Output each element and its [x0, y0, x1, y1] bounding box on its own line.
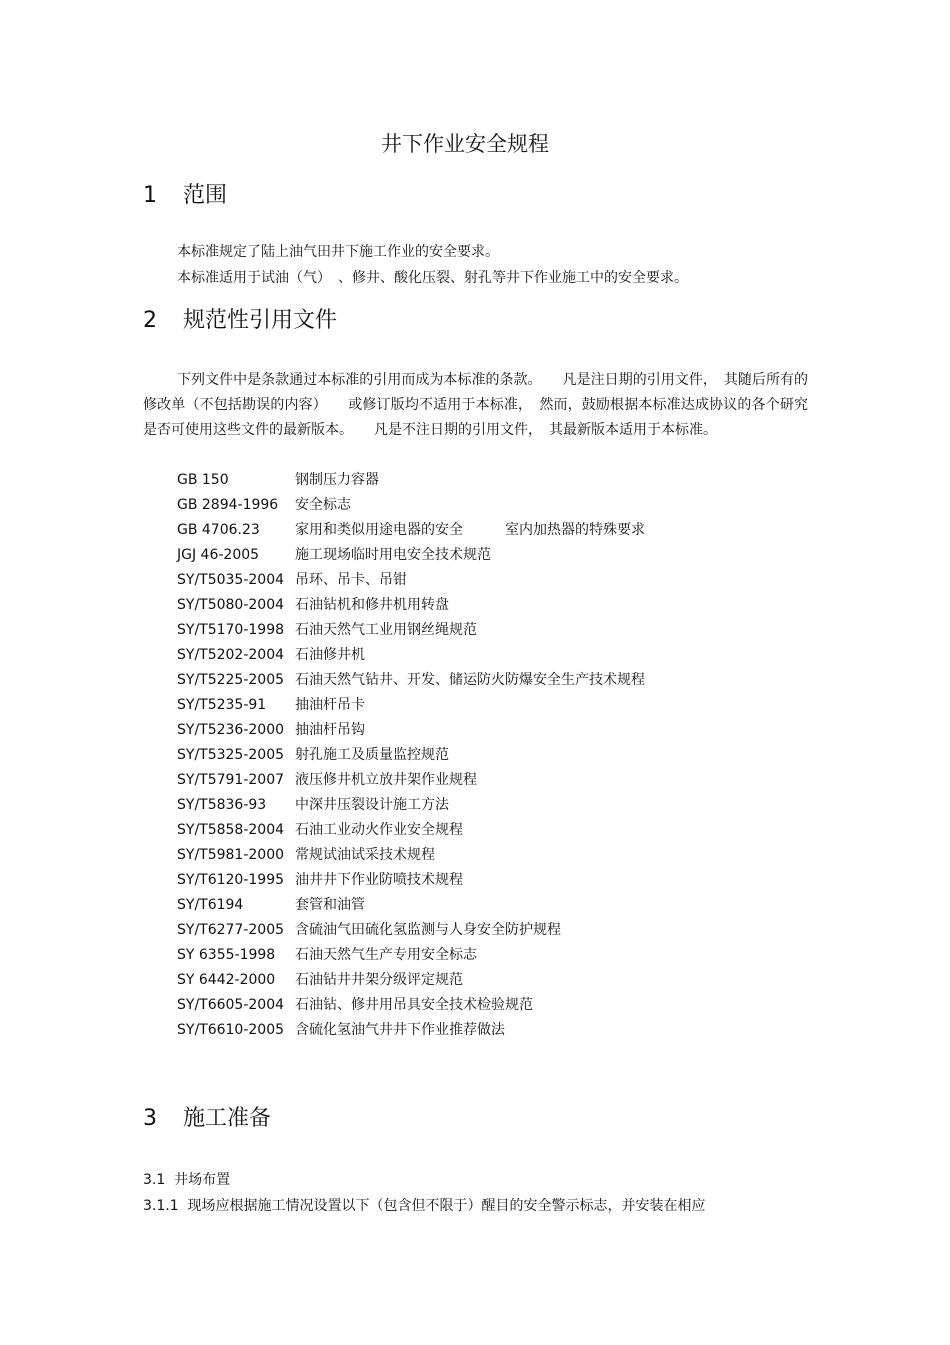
reference-item	[177, 968, 645, 993]
section-title: 施工准备	[183, 1106, 272, 1131]
reference-code: SY/T5981-2000	[177, 847, 285, 863]
reference-name: 石油工业动火作业安全规程	[295, 822, 463, 838]
reference-code: SY/T6194	[177, 897, 244, 913]
reference-item	[177, 618, 645, 643]
reference-name: 常规试油试采技术规程	[295, 847, 435, 863]
section-title: 规范性引用文件	[183, 308, 338, 333]
reference-code: SY/T6277-2005	[177, 922, 285, 938]
reference-code: SY/T6120-1995	[177, 872, 285, 888]
reference-name: 施工现场临时用电安全技术规范	[295, 547, 491, 563]
reference-name: 石油天然气钻井、开发、储运防火防爆安全生产技术规程	[295, 672, 645, 688]
document-title: 井下作业安全规程	[381, 132, 549, 156]
reference-name: 石油钻井井架分级评定规范	[295, 972, 463, 988]
section-2-heading	[143, 303, 337, 334]
reference-item	[177, 843, 645, 868]
reference-name: 套管和油管	[295, 897, 365, 913]
reference-name: 石油钻机和修井机用转盘	[295, 597, 449, 613]
reference-code: SY 6355-1998	[177, 947, 276, 963]
reference-item	[177, 493, 645, 518]
reference-item	[177, 868, 645, 893]
reference-code: SY/T5170-1998	[177, 622, 285, 638]
section-1-heading	[143, 178, 227, 209]
reference-code: SY/T5791-2007	[177, 772, 285, 788]
reference-code: SY 6442-2000	[177, 972, 276, 988]
subsection-3-1	[143, 1169, 230, 1189]
reference-code: SY/T5858-2004	[177, 822, 285, 838]
reference-code: SY/T5202-2004	[177, 647, 285, 663]
reference-name: 含硫油气田硫化氢监测与人身安全防护规程	[295, 922, 561, 938]
reference-item	[177, 468, 645, 493]
reference-item	[177, 568, 645, 593]
section-number: 3	[143, 1106, 157, 1131]
subsection-3-1-1	[143, 1195, 706, 1215]
reference-name: 射孔施工及质量监控规范	[295, 747, 449, 763]
subsection-number: 3.1.1	[143, 1198, 179, 1214]
section-3-heading	[143, 1101, 271, 1132]
reference-item	[177, 768, 645, 793]
subsection-number: 3.1	[143, 1172, 166, 1188]
reference-item	[177, 993, 645, 1018]
reference-code: SY/T5236-2000	[177, 722, 285, 738]
reference-code: SY/T5080-2004	[177, 597, 285, 613]
reference-item	[177, 668, 645, 693]
section-number: 2	[143, 308, 157, 333]
reference-name: 油井井下作业防喷技术规程	[295, 872, 463, 888]
reference-name: 石油修井机	[295, 647, 365, 663]
reference-name: 石油钻、修井用吊具安全技术检验规范	[295, 997, 533, 1013]
scope-paragraph-1: 本标准规定了陆上油气田井下施工作业的安全要求。	[177, 244, 499, 260]
reference-item	[177, 943, 645, 968]
reference-code: GB 150	[177, 472, 229, 488]
reference-item	[177, 593, 645, 618]
reference-name: 石油天然气生产专用安全标志	[295, 947, 477, 963]
reference-name: 安全标志	[295, 497, 351, 513]
reference-name: 钢制压力容器	[295, 472, 379, 488]
reference-code: JGJ 46-2005	[177, 547, 260, 563]
references-intro-paragraph: 下列文件中是条款通过本标准的引用而成为本标准的条款。 凡是注日期的引用文件， 其随后所有的修改单（不包括勘误的内容） 或修订版均不适用于本标准， 然而，鼓励根据本标准达成协议的各个研究是否可使用这些文件的最新版本。 凡是不注日期的引用文件， 其最新版本适用于本标准。	[143, 372, 808, 438]
subsection-text: 井场布置	[174, 1172, 231, 1188]
reference-item	[177, 693, 645, 718]
reference-list	[177, 468, 645, 1043]
reference-name: 抽油杆吊钩	[295, 722, 365, 738]
reference-name: 中深井压裂设计施工方法	[295, 797, 449, 813]
reference-name: 家用和类似用途电器的安全 室内加热器的特殊要求	[295, 522, 645, 538]
reference-item	[177, 918, 645, 943]
reference-item	[177, 893, 645, 918]
reference-code: SY/T5235-91	[177, 697, 267, 713]
reference-code: SY/T6605-2004	[177, 997, 285, 1013]
reference-code: SY/T6610-2005	[177, 1022, 285, 1038]
reference-item	[177, 743, 645, 768]
reference-item	[177, 643, 645, 668]
reference-code: GB 4706.23	[177, 522, 260, 538]
reference-item	[177, 518, 645, 543]
reference-name: 抽油杆吊卡	[295, 697, 365, 713]
scope-paragraph-2: 本标准适用于试油（气） 、修井、酸化压裂、射孔等井下作业施工中的安全要求。	[177, 270, 688, 286]
reference-item	[177, 793, 645, 818]
section-number: 1	[143, 183, 157, 208]
reference-item	[177, 718, 645, 743]
reference-item	[177, 543, 645, 568]
reference-code: GB 2894-1996	[177, 497, 279, 513]
reference-code: SY/T5225-2005	[177, 672, 285, 688]
reference-item	[177, 818, 645, 843]
reference-name: 吊环、吊卡、吊钳	[295, 572, 407, 588]
reference-item	[177, 1018, 645, 1043]
reference-name: 含硫化氢油气井井下作业推荐做法	[295, 1022, 505, 1038]
reference-name: 石油天然气工业用钢丝绳规范	[295, 622, 477, 638]
subsection-text: 现场应根据施工情况设置以下（包含但不限于）醒目的安全警示标志，并安装在相应	[187, 1198, 706, 1214]
reference-code: SY/T5325-2005	[177, 747, 285, 763]
reference-code: SY/T5035-2004	[177, 572, 285, 588]
section-title: 范围	[183, 183, 228, 208]
reference-name: 液压修井机立放井架作业规程	[295, 772, 477, 788]
reference-code: SY/T5836-93	[177, 797, 267, 813]
